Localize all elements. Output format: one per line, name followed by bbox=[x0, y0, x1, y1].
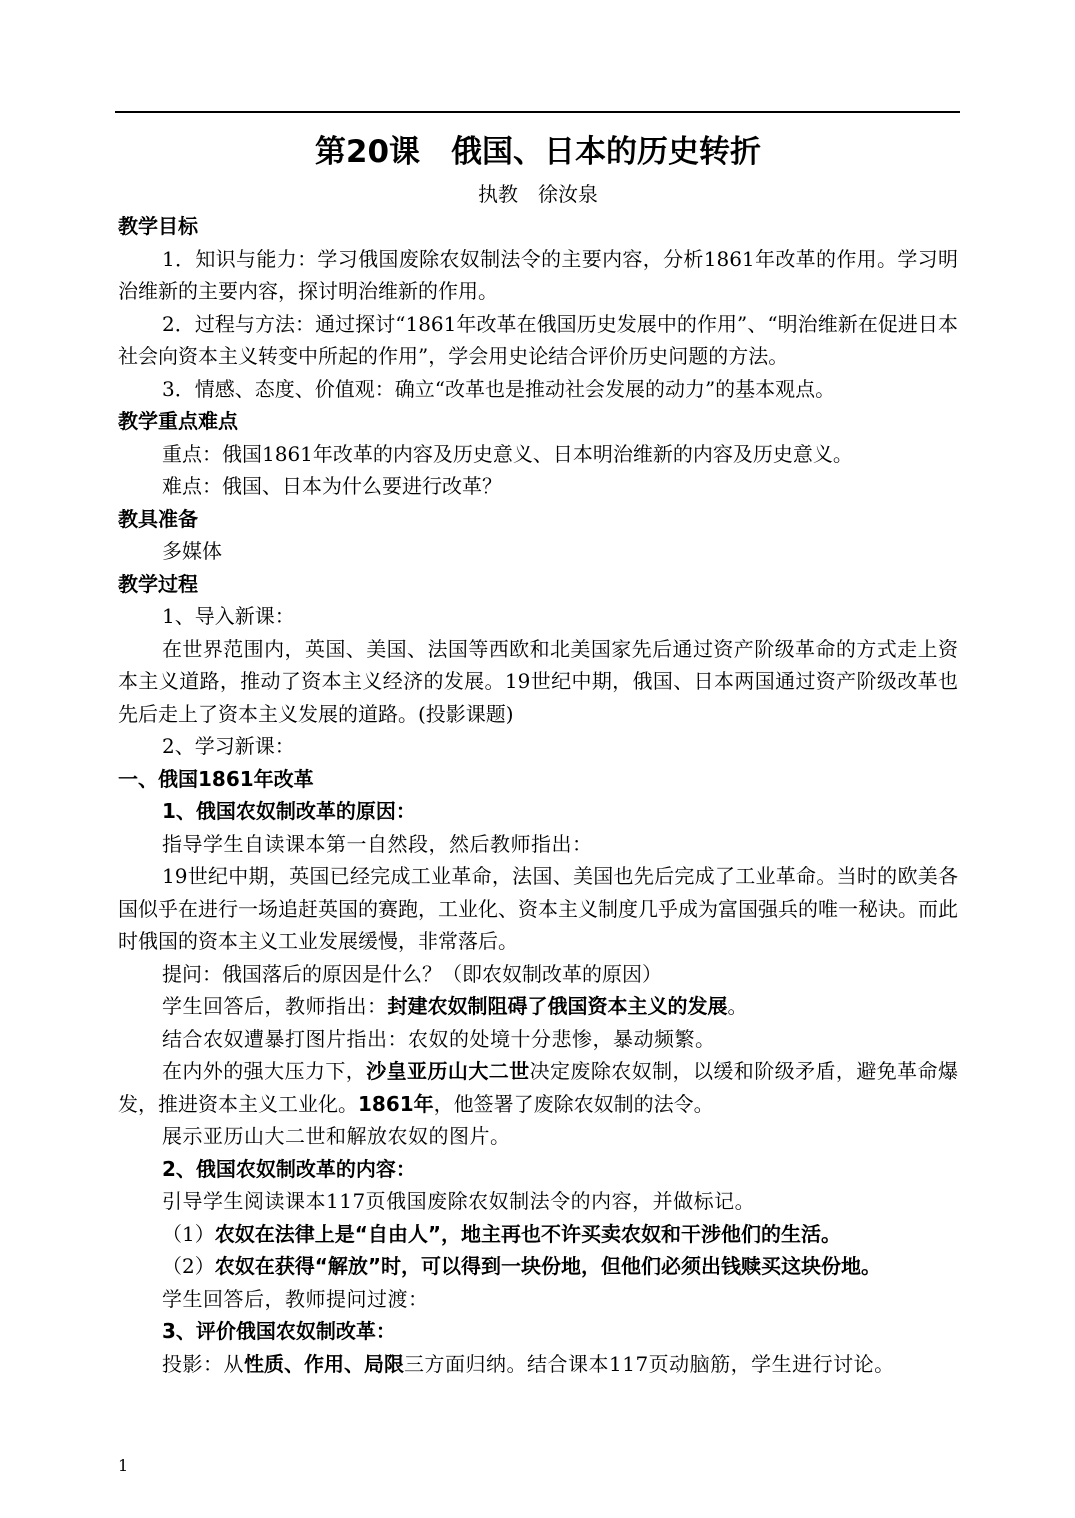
content-item-1-num: （1） bbox=[162, 1221, 215, 1246]
evaluate-text bbox=[118, 1348, 958, 1381]
teacher-name: 执教 徐汝泉 bbox=[478, 182, 598, 206]
pressure-year: 1861年 bbox=[358, 1091, 434, 1116]
intro-label: 1、导入新课： bbox=[162, 604, 295, 628]
key-point: 重点：俄国1861年改革的内容及历史意义、日本明治维新的内容及历史意义。 bbox=[162, 441, 853, 466]
content-item-2-text: 农奴在获得“解放”时，可以得到一块份地，但他们必须出钱赎买这块份地。 bbox=[214, 1254, 882, 1278]
evaluate-bold: 性质、作用、局限 bbox=[244, 1351, 404, 1376]
reason-guide: 指导学生自读课本第一自然段，然后教师指出： bbox=[162, 831, 593, 856]
key-points-heading: 教学重点难点 bbox=[118, 409, 238, 433]
goals-heading: 教学目标 bbox=[118, 214, 198, 238]
answer-prefix: 学生回答后，教师指出： bbox=[162, 994, 388, 1018]
content-heading: 2、俄国农奴制改革的内容： bbox=[162, 1156, 416, 1181]
question-text: 提问：俄国落后的原因是什么？（即农奴制改革的原因） bbox=[162, 961, 662, 986]
lesson-document bbox=[118, 128, 958, 1380]
content-guide: 引导学生阅读课本117页俄国废除农奴制法令的内容，并做标记。 bbox=[162, 1189, 756, 1213]
content-item-1 bbox=[118, 1218, 958, 1251]
evaluate-heading: 3、评价俄国农奴制改革： bbox=[162, 1319, 396, 1343]
tools-text: 多媒体 bbox=[162, 539, 222, 563]
content-transition: 学生回答后，教师提问过渡： bbox=[162, 1286, 429, 1311]
evaluate-a: 投影：从 bbox=[162, 1351, 244, 1376]
process-heading: 教学过程 bbox=[118, 571, 198, 596]
reason-heading: 1、俄国农奴制改革的原因： bbox=[162, 799, 416, 823]
page-number: 1 bbox=[118, 1456, 129, 1475]
content-item-1-text: 农奴在法律上是“自由人”，地主再也不许买卖农奴和干涉他们的生活。 bbox=[214, 1221, 842, 1246]
goal-knowledge: 1．知识与能力：学习俄国废除农奴制法令的主要内容，分析1861年改革的作用。学习明治维新的主要内容，探讨明治维新的作用。 bbox=[118, 246, 958, 303]
picture-note: 结合农奴遭暴打图片指出：农奴的处境十分悲惨，暴动频繁。 bbox=[162, 1026, 716, 1051]
show-picture: 展示亚历山大二世和解放农奴的图片。 bbox=[162, 1124, 511, 1148]
goal-process: 2．过程与方法：通过探讨“1861年改革在俄国历史发展中的作用”、“明治维新在促进日本社会向资本主义转变中所起的作用”，学会用史论结合评价历史问题的方法。 bbox=[118, 311, 958, 368]
answer-suffix: 。 bbox=[727, 994, 748, 1018]
reason-text: 19世纪中期，英国已经完成工业革命，法国、美国也先后完成了工业革命。当时的欧美各国似乎在进行一场追赶英国的赛跑，工业化、资本主义制度几乎成为富国强兵的唯一秘诀。而此时俄国的资本主义工业发展缓慢，非常落后。 bbox=[118, 864, 958, 953]
content-item-2 bbox=[118, 1250, 958, 1283]
goal-values: 3．情感、态度、价值观：确立“改革也是推动社会发展的动力”的基本观点。 bbox=[162, 376, 836, 401]
learn-label: 2、学习新课： bbox=[162, 734, 295, 758]
lesson-title: 第20课 俄国、日本的历史转折 bbox=[314, 134, 762, 170]
pressure-a: 在内外的强大压力下， bbox=[162, 1059, 367, 1083]
tools-heading: 教具准备 bbox=[118, 506, 198, 531]
part1-heading: 一、俄国1861年改革 bbox=[118, 766, 314, 791]
difficulty-point: 难点：俄国、日本为什么要进行改革？ bbox=[162, 474, 502, 498]
header-rule bbox=[115, 111, 960, 113]
answer-bold: 封建农奴制阻碍了俄国资本主义的发展 bbox=[387, 994, 728, 1018]
content-item-2-num: （2） bbox=[162, 1254, 215, 1278]
answer-text bbox=[118, 990, 958, 1023]
pressure-text bbox=[118, 1055, 958, 1120]
intro-text: 在世界范围内，英国、美国、法国等西欧和北美国家先后通过资产阶级革命的方式走上资本主义道路，推动了资本主义经济的发展。19世纪中期，俄国、日本两国通过资产阶级改革也先后走上了资本主义发展的道路。(投影课题) bbox=[118, 636, 958, 726]
evaluate-b: 三方面归纳。结合课本117页动脑筋，学生进行讨论。 bbox=[404, 1351, 895, 1376]
pressure-b: 决定废除农奴制，以缓和阶级矛盾，避免革命爆发，推进资本主义工业化。 bbox=[118, 1059, 959, 1116]
pressure-c: ，他签署了废除农奴制的法令。 bbox=[433, 1091, 714, 1116]
pressure-tsar: 沙皇亚历山大二世 bbox=[366, 1059, 530, 1083]
